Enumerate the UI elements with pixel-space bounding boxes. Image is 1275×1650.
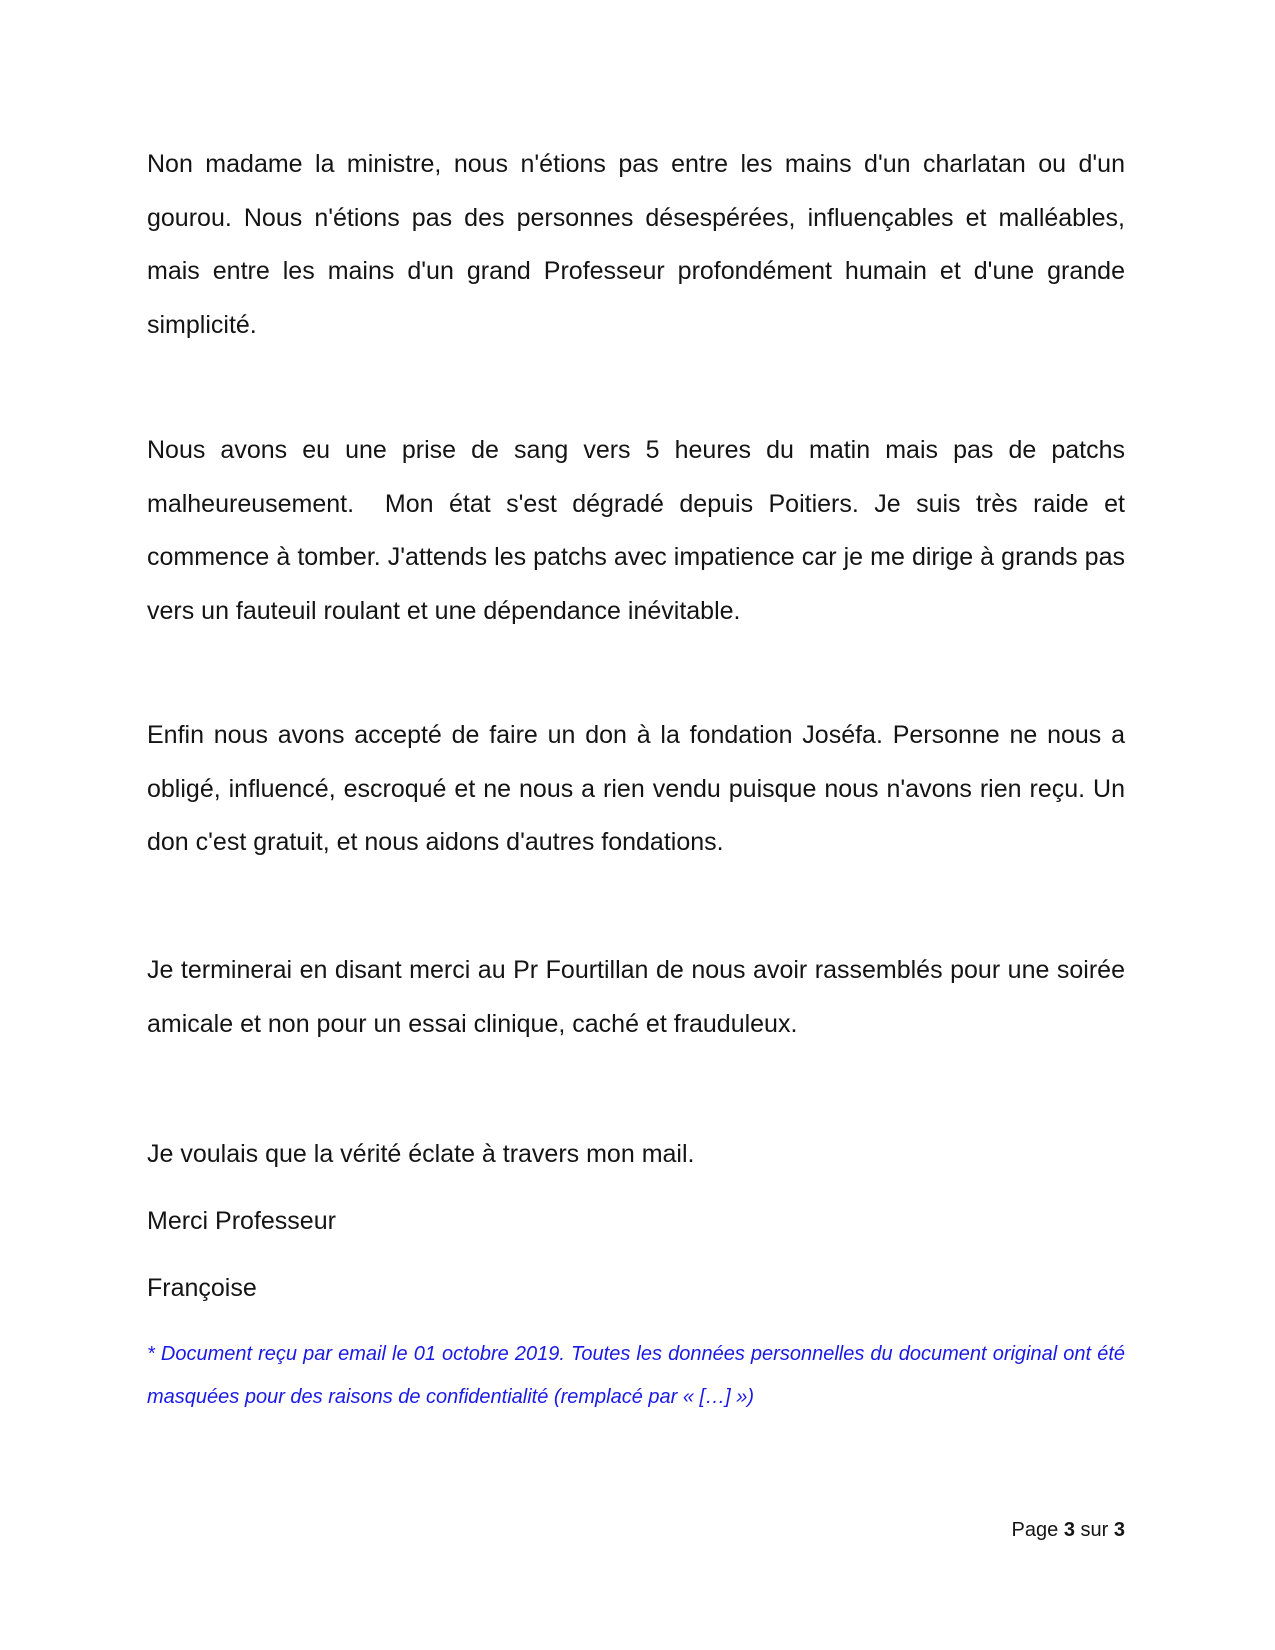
- paragraph-3: Enfin nous avons accepté de faire un don à la fondation Joséfa. Personne ne nous a obligé, influencé, escroqué et ne nous a rien vendu puisque nous n'avons rien reçu. Un don c'est gratuit, et nous aidons d'autres fondations.: [147, 721, 1132, 856]
- page-separator: sur: [1080, 1519, 1109, 1541]
- closing-line-1: Je voulais que la vérité éclate à travers mon mail.: [147, 1140, 695, 1168]
- paragraph-2: Nous avons eu une prise de sang vers 5 heures du matin mais pas de patchs malheureusement. Mon état s'est dégradé depuis Poitiers. Je suis très raide et commence à tomber. J'attends les patchs avec impatience car je me dirige à grands pas vers un fauteuil roulant et une dépendance inévitable.: [147, 436, 1132, 625]
- page-label: Page: [1011, 1519, 1059, 1541]
- signature: Françoise: [147, 1274, 257, 1302]
- page-number: [1012, 1515, 1125, 1545]
- footnote: * Document reçu par email le 01 octobre 2019. Toutes les données personnelles du document original ont été masquées pour des raisons de confidentialité (remplacé par « […] »): [147, 1343, 1125, 1408]
- paragraph-1: Non madame la ministre, nous n'étions pas entre les mains d'un charlatan ou d'un gourou. Nous n'étions pas des personnes désespérées, influençables et malléables, mais entre les mains d'un grand Professeur profondément humain et d'une grande simplicité.: [147, 150, 1132, 339]
- page-total: 3: [1113, 1519, 1125, 1541]
- paragraph-4: Je terminerai en disant merci au Pr Fourtillan de nous avoir rassemblés pour une soirée amicale et non pour un essai clinique, caché et frauduleux.: [147, 956, 1132, 1038]
- page-current: 3: [1063, 1519, 1075, 1541]
- closing-line-2: Merci Professeur: [147, 1207, 336, 1235]
